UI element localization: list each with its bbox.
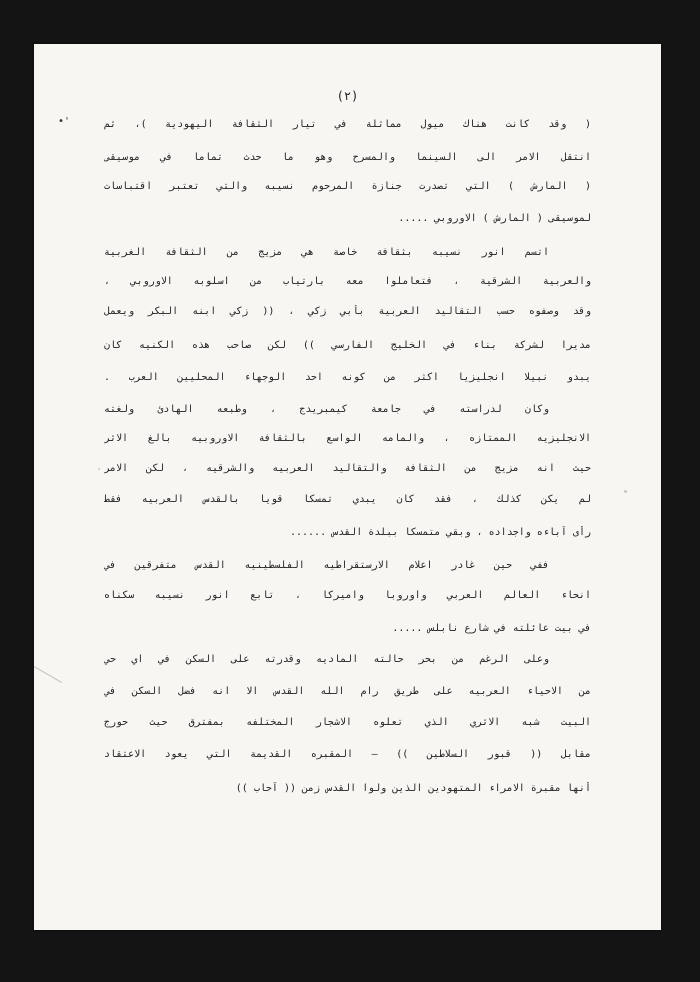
paper-speck — [98, 468, 100, 470]
text-line: حيث انه مزيج من الثقافة والتقاليد العربيه والشرقيه ، لكن الامر — [104, 463, 591, 474]
text-line: ( المارش ) التي تصدرت جنازة المرحوم نسيبه والتي تعتبر اقتباسات — [104, 181, 591, 192]
text-line: وكان لدراسته في جامعة كيمبريدج ، وطبعه الهادئ ولغته — [104, 404, 549, 415]
text-line: انتقل الامر الى السينما والمسرح وهو ما حدث تماما في موسيقى — [104, 152, 591, 163]
paper-mark — [34, 666, 62, 683]
text-line: مديرا لشركة بناء في الخليج الفارسي )) لكن صاحب هذه الكنيه كان — [104, 340, 591, 351]
text-line: وقد وصفوه حسب التقاليد العربية بأبي زكي ، (( زكي ابنه البكر ويعمل — [104, 306, 591, 317]
text-line: اتسم انور نسيبه بثقافة خاصة هي مزيج من الثقافة الغربية — [104, 247, 549, 258]
text-line: الانجليزيه الممتازه ، والمامه الواسع بالثقافة الاوروبيه بالغ الاثر — [104, 433, 591, 444]
text-line: والعربية الشرقية ، فتعاملوا معه بارتياب من اسلوبه الاوروبي ، — [104, 276, 591, 287]
text-line: لموسيقى ( المارش ) الاوروبي ..... — [398, 213, 591, 224]
text-line: في بيت عائلته في شارع نابلس ..... — [392, 623, 591, 634]
text-line: مقابل (( قبور السلاطين )) – المقبره القديمة التي يعود الاعتقاد — [104, 749, 591, 760]
text-line: ففي حين غادر اعلام الارستقراطيه الفلسطينيه القدس متفرقين في — [104, 560, 549, 571]
paper-speck — [624, 490, 627, 493]
text-line: انحاء العالم العربي واوروبا واميركا ، تابع انور نسيبه سكناه — [104, 590, 591, 601]
text-line: من الاحياء العربيه على طريق رام الله القدس الا انه فضل السكن في — [104, 686, 591, 697]
text-line: يبدو نبيلا انجليزيا اكثر من كونه احد الوجهاء المحليين العرب . — [104, 372, 591, 383]
text-line: لم يكن كذلك ، فقد كان يبدي تمسكا قويا بالقدس العربيه فقط — [104, 494, 591, 505]
document-page — [34, 44, 661, 930]
text-line: ( وقد كانت هناك ميول مماثلة في تيار الثقافة اليهودية )، ثم — [104, 119, 591, 130]
text-line: أنها مقبرة الامراء المتهودين الذين ولوا القدس زمن (( آحاب )) — [235, 783, 591, 794]
text-line: رأى آباءه واجداده ، وبقي متمسكا ببلدة القدس ...... — [289, 527, 591, 538]
text-line: البيت شبه الاثري الذي تعلوه الاشجار المختلفه بمفترق حيث حورج — [104, 717, 591, 728]
page-number: (٢) — [336, 89, 359, 103]
margin-mark: •' — [58, 116, 71, 127]
text-line: وعلى الرغم من بحر حالته الماديه وقدرته على السكن في اي حي — [104, 654, 549, 665]
